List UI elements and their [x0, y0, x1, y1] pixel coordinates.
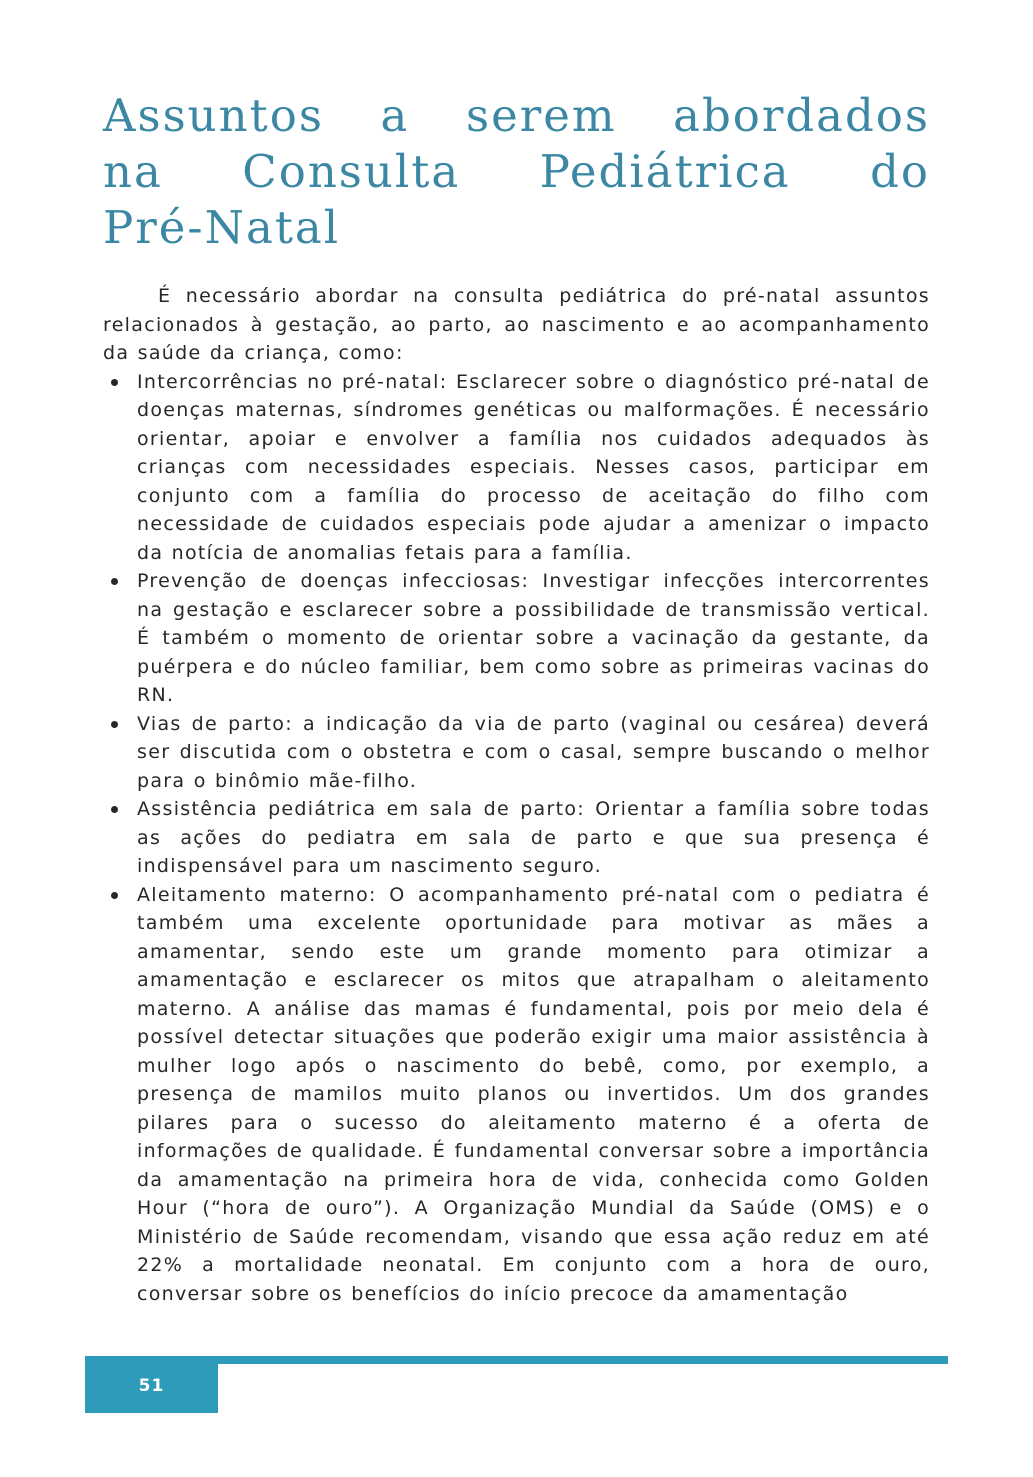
list-item-text: Aleitamento materno: O acompanhamento pré-natal com o pediatra é também uma excelente oportunidade para motivar as mães a amamentar, sendo este um grande momento para otimizar a amamentação e esclarecer os mitos que atrapalham o aleitamento materno. A análise das mamas é fundamental, pois por meio dela é possível detectar situações que poderão exigir uma maior assistência à mulher logo após o nascimento do bebê, como, por exemplo, a presença de mamilos muito planos ou invertidos. Um dos grandes pilares para o sucesso do aleitamento materno é a oferta de informações de qualidade. É fundamental conversar sobre a importância da amamentação na primeira hora de vida, conhecida como Golden Hour (“hora de ouro”). A Organização Mundial da Saúde (OMS) e o Ministério de Saúde recomendam, visando que essa ação reduz em até 22% a mortalidade neonatal. Em conjunto com a hora de ouro, conversar sobre os benefícios do início precoce da amamentação	[137, 883, 930, 1305]
page-number: 51	[138, 1375, 165, 1396]
list-item	[103, 881, 930, 1309]
page-title-line: na Consulta Pediátrica do	[103, 145, 930, 198]
list-item	[103, 567, 930, 710]
bullet-icon	[111, 721, 118, 728]
body-content	[103, 282, 930, 1308]
list-item	[103, 710, 930, 796]
intro-paragraph: É necessário abordar na consulta pediátrica do pré-natal assuntos relacionados à gestação, ao parto, ao nascimento e ao acompanhamento da saúde da criança, como:	[103, 285, 930, 364]
bullet-icon	[111, 379, 118, 386]
page-title-line: Pré-Natal	[103, 201, 341, 254]
list-item-text: Prevenção de doenças infecciosas: Investigar infecções intercorrentes na gestação e esclarecer sobre a possibilidade de transmissão vertical. É também o momento de orientar sobre a vacinação da gestante, da puérpera e do núcleo familiar, bem como sobre as primeiras vacinas do RN.	[137, 570, 930, 706]
topics-list	[103, 368, 930, 1309]
page-title	[103, 88, 930, 256]
bullet-icon	[111, 578, 118, 585]
bullet-icon	[111, 892, 118, 899]
list-item	[103, 795, 930, 881]
list-item-text: Intercorrências no pré-natal: Esclarecer sobre o diagnóstico pré-natal de doenças maternas, síndromes genéticas ou malformações. É necessário orientar, apoiar e envolver a família nos cuidados adequados às crianças com necessidades especiais. Nesses casos, participar em conjunto com a família do processo de aceitação do filho com necessidade de cuidados especiais pode ajudar a amenizar o impacto da notícia de anomalias fetais para a família.	[137, 370, 930, 564]
bullet-icon	[111, 806, 118, 813]
page-number-badge	[85, 1358, 218, 1413]
list-item-text: Vias de parto: a indicação da via de parto (vaginal ou cesárea) deverá ser discutida com o obstetra e com o casal, sempre buscando o melhor para o binômio mãe-filho.	[137, 712, 930, 792]
list-item-text: Assistência pediátrica em sala de parto: Orientar a família sobre todas as ações do pediatra em sala de parto e que sua presença é indispensável para um nascimento seguro.	[137, 798, 930, 877]
page-title-line: Assuntos a serem abordados	[103, 89, 930, 142]
list-item	[103, 368, 930, 568]
